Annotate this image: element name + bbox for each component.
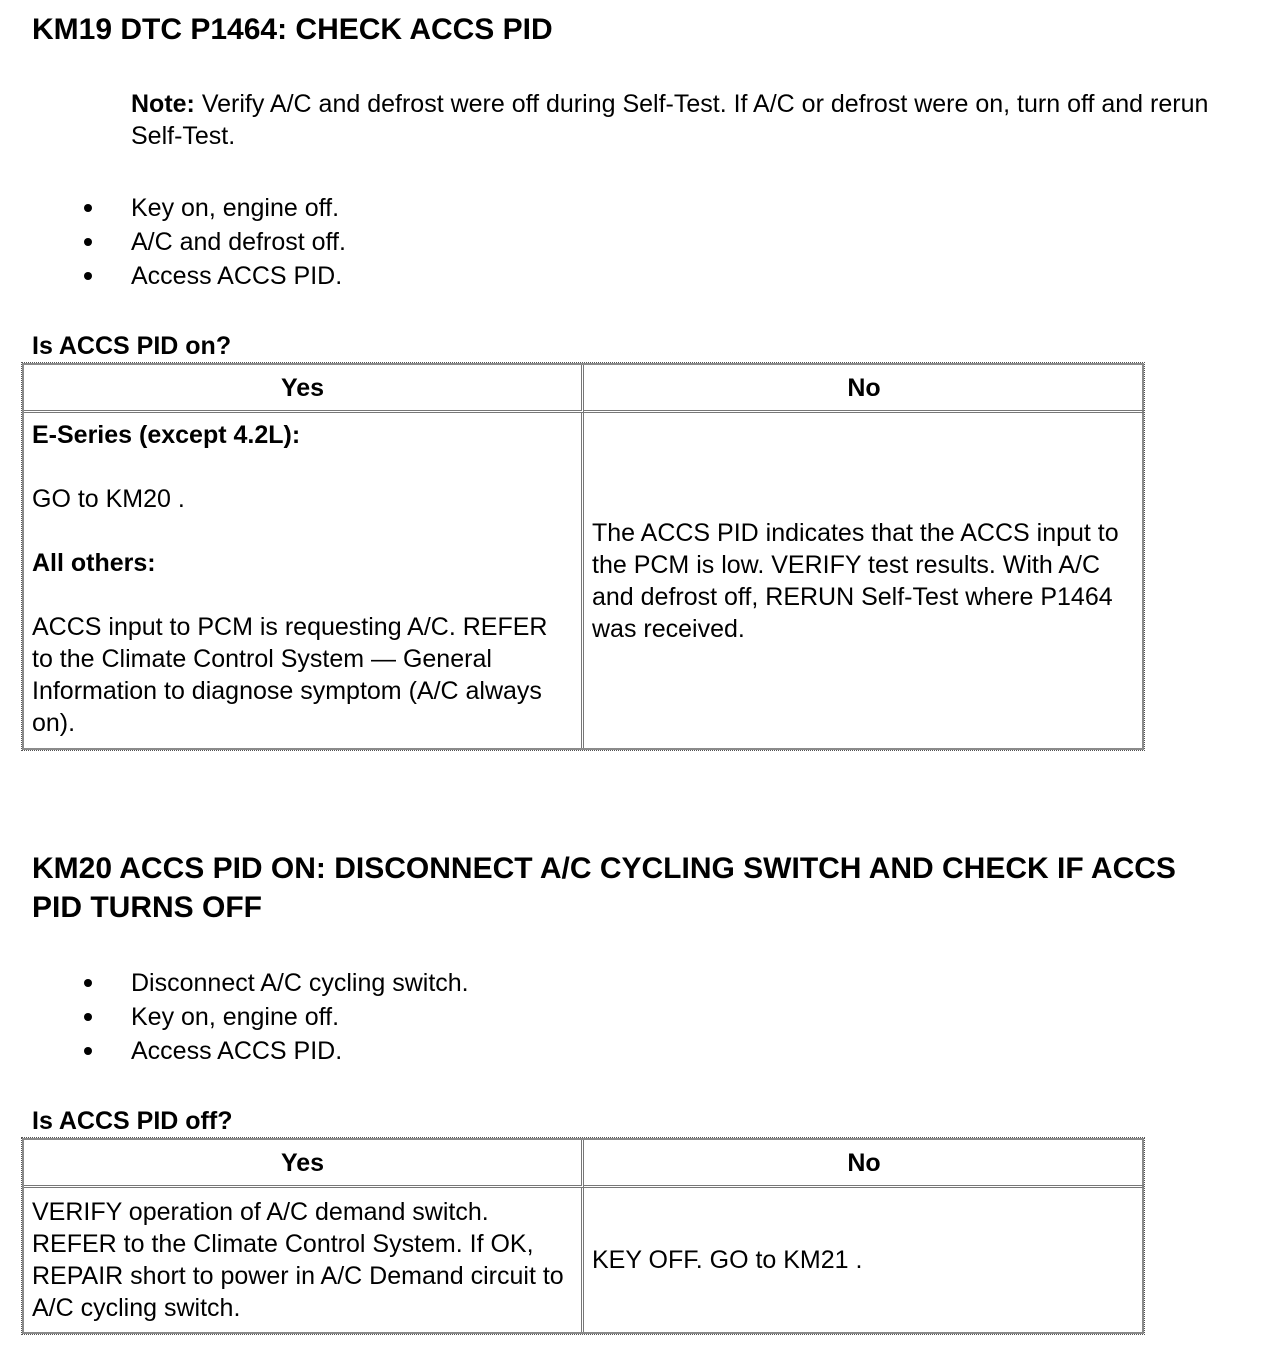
column-header-yes: Yes bbox=[24, 1140, 584, 1188]
note-text: Verify A/C and defrost were off during Self-Test. If A/C or defrost were on, turn off and rerun Self-Test. bbox=[131, 90, 1209, 150]
cell-text: GO to KM20 . bbox=[32, 485, 185, 513]
bullet-icon bbox=[84, 1047, 92, 1055]
bullet-icon bbox=[84, 979, 92, 987]
bullet-icon bbox=[84, 204, 92, 212]
section-heading: KM20 ACCS PID ON: DISCONNECT A/C CYCLING SWITCH AND CHECK IF ACCS PID TURNS OFF bbox=[32, 852, 1176, 924]
list-item: Access ACCS PID. bbox=[0, 1034, 469, 1068]
note-label: Note: bbox=[131, 90, 195, 118]
table-cell-no bbox=[584, 413, 1144, 748]
list-item: Key on, engine off. bbox=[0, 1000, 469, 1034]
list-item: A/C and defrost off. bbox=[0, 225, 346, 259]
cell-subheading: E-Series (except 4.2L): bbox=[32, 421, 301, 449]
step-list bbox=[0, 966, 469, 1068]
result-table bbox=[22, 363, 1144, 750]
step-list bbox=[0, 191, 346, 293]
question: Is ACCS PID off? bbox=[32, 1107, 233, 1135]
table-cell-no bbox=[584, 1188, 1144, 1332]
table-cell-yes bbox=[24, 1188, 584, 1332]
column-header-yes: Yes bbox=[24, 365, 584, 413]
note bbox=[131, 88, 1241, 152]
list-item: Key on, engine off. bbox=[0, 191, 346, 225]
bullet-icon bbox=[84, 238, 92, 246]
bullet-icon bbox=[84, 1013, 92, 1021]
column-header-no: No bbox=[584, 1140, 1144, 1188]
table-cell-yes bbox=[24, 413, 584, 748]
list-item: Access ACCS PID. bbox=[0, 259, 346, 293]
list-item: Disconnect A/C cycling switch. bbox=[0, 966, 469, 1000]
cell-text: KEY OFF. GO to KM21 . bbox=[592, 1246, 863, 1274]
result-table bbox=[22, 1138, 1144, 1334]
bullet-icon bbox=[84, 272, 92, 280]
cell-text: The ACCS PID indicates that the ACCS input to the PCM is low. VERIFY test results. With A/C and defrost off, RERUN Self-Test where P1464 was received. bbox=[592, 518, 1119, 643]
cell-text: VERIFY operation of A/C demand switch. REFER to the Climate Control System. If OK, REPAIR short to power in A/C Demand circuit to A/C cycling switch. bbox=[32, 1198, 564, 1322]
cell-subheading: All others: bbox=[32, 549, 156, 577]
question: Is ACCS PID on? bbox=[32, 332, 232, 360]
column-header-no: No bbox=[584, 365, 1144, 413]
cell-text: ACCS input to PCM is requesting A/C. REFER to the Climate Control System — General Information to diagnose symptom (A/C always on). bbox=[32, 613, 548, 737]
section-heading: KM19 DTC P1464: CHECK ACCS PID bbox=[32, 13, 553, 46]
